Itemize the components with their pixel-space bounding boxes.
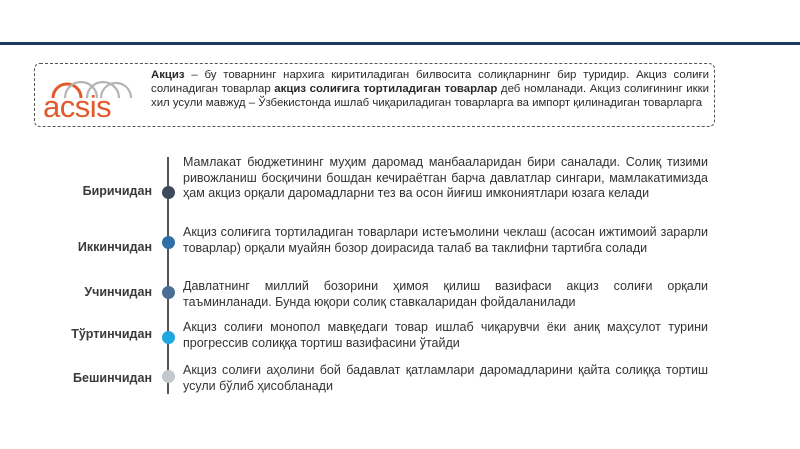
- timeline-dot-first: [162, 186, 175, 199]
- header-rule: [0, 42, 800, 45]
- timeline-dot-second: [162, 236, 175, 249]
- timeline-dot-third: [162, 286, 175, 299]
- acsis-logo: [43, 66, 143, 124]
- timeline-dot-fourth: [162, 331, 175, 344]
- intro-bold-phrase: акциз солиғига тортиладиган товарлар: [274, 83, 498, 95]
- label-first: Биричидан: [82, 184, 152, 198]
- label-second: Иккинчидан: [77, 240, 152, 254]
- timeline-dot-fifth: [162, 370, 175, 383]
- intro-part2: деб номланади. Акциз солиғининг икки хил усули мавжуд – Ўзбекистонда ишлаб чиқариладиган товарларга ва импорт қилинадиган товарларга: [151, 83, 709, 109]
- label-third: Учинчидан: [84, 285, 152, 299]
- label-fifth: Бешинчидан: [73, 371, 152, 385]
- intro-text: [151, 68, 709, 110]
- intro-part1: – бу товарнинг нархига киритиладиган билвосита солиқларнинг бир туридир. Акциз солиғи солинадиган товарлар: [151, 69, 709, 95]
- item-text-third: Давлатнинг миллий бозорини ҳимоя қилиш вазифаси акциз солиғи орқали таъминланади. Бунда юқори солиқ ставкаларидан фойдаланилади: [183, 279, 708, 309]
- item-text-fourth: Акциз солиғи монопол мавқедаги товар ишлаб чиқарувчи ёки аниқ маҳсулот турини прогрессив солиққа тортиш вазифасини ўтайди: [183, 320, 708, 350]
- item-text-fifth: Акциз солиғи аҳолини бой бадавлат қатламлари даромадларини қайта солиққа тортиш усули бўлиб ҳисобланади: [183, 363, 708, 393]
- logo-text: acsis: [43, 89, 112, 124]
- item-text-first: Мамлакат бюджетининг муҳим даромад манбааларидан бири саналади. Солиқ тизими ривожланиш босқичини бошдан кечираётган барча давлатлар сингари, мамлакатимизда ҳам акциз орқали даромадларни тез ва осон йиғиш имкониятлари юзага келади: [183, 155, 708, 200]
- item-text-second: Акциз солиғига тортиладиган товарлари истеъмолини чеклаш (асосан ижтимоий зарарли товарлар) орқали муайян бозор доирасида талаб ва таклифни тартибга солади: [183, 225, 708, 255]
- intro-box: [34, 63, 715, 127]
- intro-term: Акциз: [151, 69, 185, 81]
- label-fourth: Тўртинчидан: [71, 327, 152, 341]
